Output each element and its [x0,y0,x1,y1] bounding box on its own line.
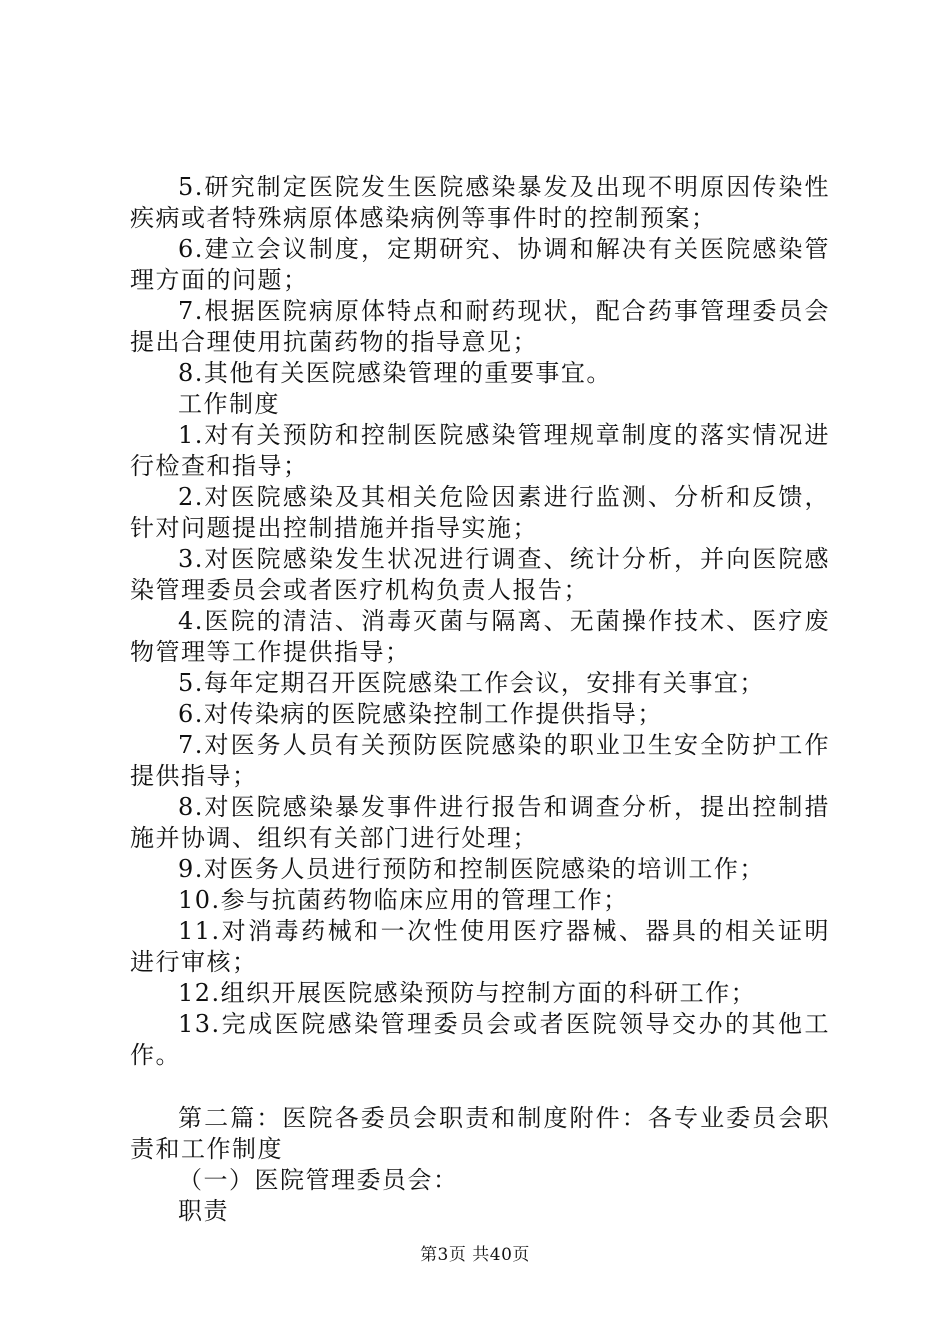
paragraph: 4.医院的清洁、消毒灭菌与隔离、无菌操作技术、医疗废物管理等工作提供指导； [130,607,830,666]
paragraph: 5.每年定期召开医院感染工作会议，安排有关事宜； [178,669,765,697]
paragraph: 7.根据医院病原体特点和耐药现状，配合药事管理委员会提出合理使用抗菌药物的指导意见； [130,297,830,356]
paragraph: 12.组织开展医院感染预防与控制方面的科研工作； [178,979,757,1007]
section-heading: 职责 [178,1197,229,1225]
paragraph: 13.完成医院感染管理委员会或者医院领导交办的其他工作。 [130,1010,830,1069]
paragraph: 6.建立会议制度，定期研究、协调和解决有关医院感染管理方面的问题； [130,235,830,294]
paragraph: 7.对医务人员有关预防医院感染的职业卫生安全防护工作提供指导； [130,731,830,790]
document-body [130,172,830,1227]
paragraph: 9.对医务人员进行预防和控制医院感染的培训工作； [178,855,765,883]
paragraph: 2.对医院感染及其相关危险因素进行监测、分析和反馈，针对问题提出控制措施并指导实施； [130,483,830,542]
chapter-title: 第二篇：医院各委员会职责和制度附件：各专业委员会职责和工作制度 [130,1104,830,1163]
paragraph: 8.对医院感染暴发事件进行报告和调查分析，提出控制措施并协调、组织有关部门进行处理； [130,793,830,852]
subsection-heading: （一）医院管理委员会： [178,1166,459,1194]
paragraph: 10.参与抗菌药物临床应用的管理工作； [178,886,629,914]
paragraph: 8.其他有关医院感染管理的重要事宜。 [178,359,612,387]
paragraph: 1.对有关预防和控制医院感染管理规章制度的落实情况进行检查和指导； [130,421,830,480]
section-heading: 工作制度 [178,390,280,418]
paragraph-spacer [130,1071,830,1103]
paragraph: 6.对传染病的医院感染控制工作提供指导； [178,700,663,728]
paragraph: 5.研究制定医院发生医院感染暴发及出现不明原因传染性疾病或者特殊病原体感染病例等事件时的控制预案； [130,173,830,232]
page-number-footer: 第3页 共40页 [420,1245,530,1265]
paragraph: 3.对医院感染发生状况进行调查、统计分析，并向医院感染管理委员会或者医疗机构负责人报告； [130,545,830,604]
paragraph: 11.对消毒药械和一次性使用医疗器械、器具的相关证明进行审核； [130,917,830,976]
